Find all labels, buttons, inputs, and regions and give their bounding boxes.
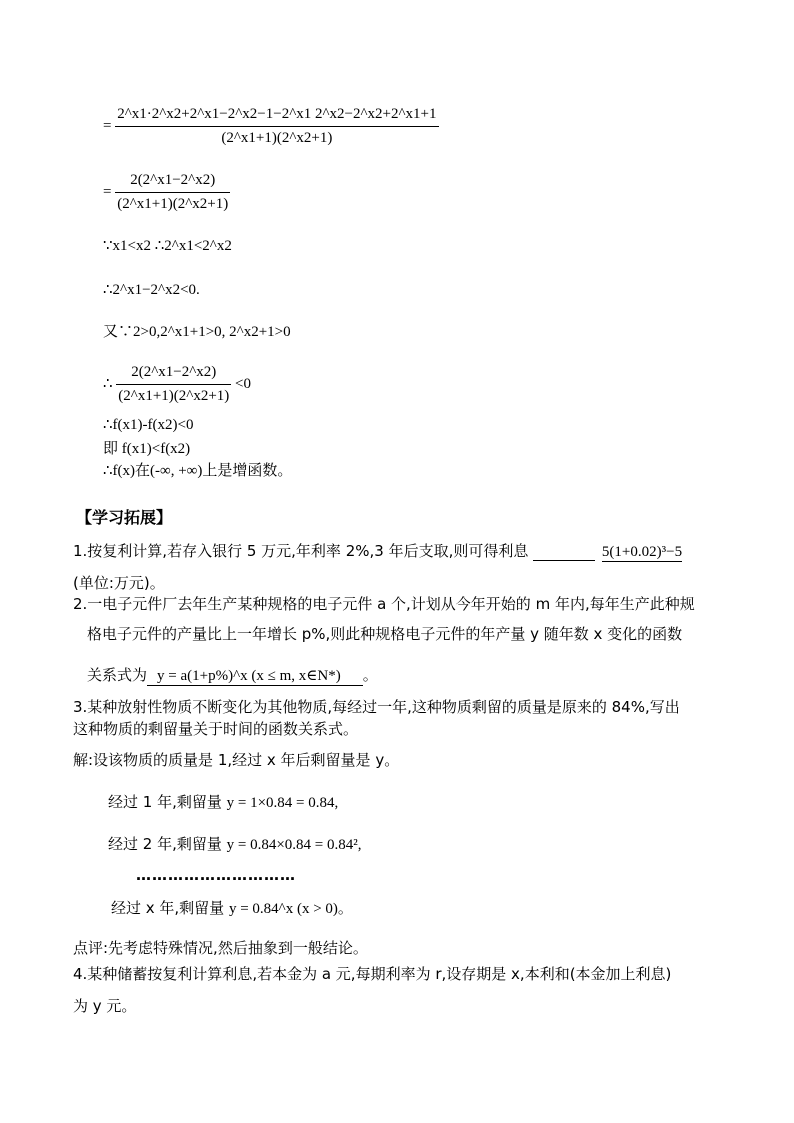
derivation-line-8: 即 f(x1)<f(x2) — [103, 441, 191, 457]
question-2-answer: y = a(1+p%)^x (x ≤ m, x∈N*) — [147, 666, 363, 686]
question-2-line-3 — [87, 664, 378, 686]
question-2-line-1: 2.一电子元件厂去年生产某种规格的电子元件 a 个,计划从今年开始的 m 年内,每年生产此种规 — [73, 595, 695, 613]
question-1-text: 1.按复利计算,若存入银行 5 万元,年利率 2%,3 年后支取,则可得利息 — [73, 542, 529, 560]
derivation-line-4: ∴2^x1−2^x2<0. — [103, 282, 200, 298]
question-1-blank — [533, 542, 595, 561]
question-4-line-2: 为 y 元。 — [73, 997, 137, 1015]
equation-6 — [103, 364, 251, 405]
question-2-line-2: 格电子元件的产量比上一年增长 p%,则此种规格电子元件的年产量 y 随年数 x 变化的函数 — [87, 625, 683, 643]
question-3-comment: 点评:先考虑特殊情况,然后抽象到一般结论。 — [73, 939, 368, 957]
question-3-solution: 解:设该物质的质量是 1,经过 x 年后剩留量是 y。 — [73, 751, 400, 769]
question-1-answer: 5(1+0.02)³−5 — [601, 544, 683, 560]
fraction-3 — [116, 364, 231, 405]
step-2-text: 经过 2 年,剩留量 — [108, 835, 222, 853]
fraction-1 — [115, 106, 438, 147]
question-2-suffix: 。 — [362, 666, 378, 684]
ellipsis-row: ………………………… — [136, 866, 296, 884]
fraction-3-denominator: (2^x1+1)(2^x2+1) — [118, 388, 230, 404]
therefore-symbol: ∴ — [103, 375, 113, 392]
question-3-step-2 — [108, 833, 362, 854]
fraction-1-numerator: 2^x1·2^x2+2^x1−2^x2−1−2^x1 2^x2−2^x2+2^x1+1 — [115, 106, 438, 127]
equation-1 — [103, 106, 439, 147]
question-2-prefix: 关系式为 — [87, 666, 148, 684]
less-than-zero: <0 — [235, 375, 251, 392]
fraction-3-numerator: 2(2^x1−2^x2) — [116, 364, 231, 385]
derivation-line-7: ∴f(x1)-f(x2)<0 — [103, 417, 194, 433]
question-3-line-1: 3.某种放射性物质不断变化为其他物质,每经过一年,这种物质剩留的质量是原来的 84%,写出 — [73, 698, 680, 716]
equals-sign: = — [103, 183, 112, 200]
derivation-line-9: ∴f(x)在(-∞, +∞)上是增函数。 — [103, 463, 293, 479]
step-1-math: y = 1×0.84 = 0.84, — [226, 795, 339, 811]
step-2-math: y = 0.84×0.84 = 0.84², — [226, 837, 362, 853]
step-x-text: 经过 x 年,剩留量 — [111, 899, 225, 917]
equals-sign: = — [103, 117, 112, 134]
fraction-2-numerator: 2(2^x1−2^x2) — [115, 172, 230, 193]
derivation-line-3: ∵x1<x2 ∴2^x1<2^x2 — [103, 238, 232, 254]
step-1-text: 经过 1 年,剩留量 — [108, 793, 222, 811]
question-1-unit: (单位:万元)。 — [73, 574, 165, 592]
fraction-2 — [115, 172, 230, 213]
fraction-2-denominator: (2^x1+1)(2^x2+1) — [117, 196, 229, 212]
question-1 — [73, 540, 682, 562]
question-3-step-1 — [108, 791, 338, 812]
equation-2 — [103, 172, 230, 213]
question-4-line-1: 4.某种储蓄按复利计算利息,若本金为 a 元,每期利率为 r,设存期是 x,本利和(本金加上利息) — [73, 965, 672, 983]
step-x-math: y = 0.84^x (x > 0)。 — [228, 901, 353, 917]
question-3-step-x — [111, 897, 353, 918]
fraction-1-denominator: (2^x1+1)(2^x2+1) — [221, 130, 333, 146]
question-3-line-2: 这种物质的剩留量关于时间的函数关系式。 — [73, 720, 359, 738]
derivation-line-5: 又∵2>0,2^x1+1>0, 2^x2+1>0 — [103, 324, 291, 340]
section-title: 【学习拓展】 — [76, 508, 173, 527]
